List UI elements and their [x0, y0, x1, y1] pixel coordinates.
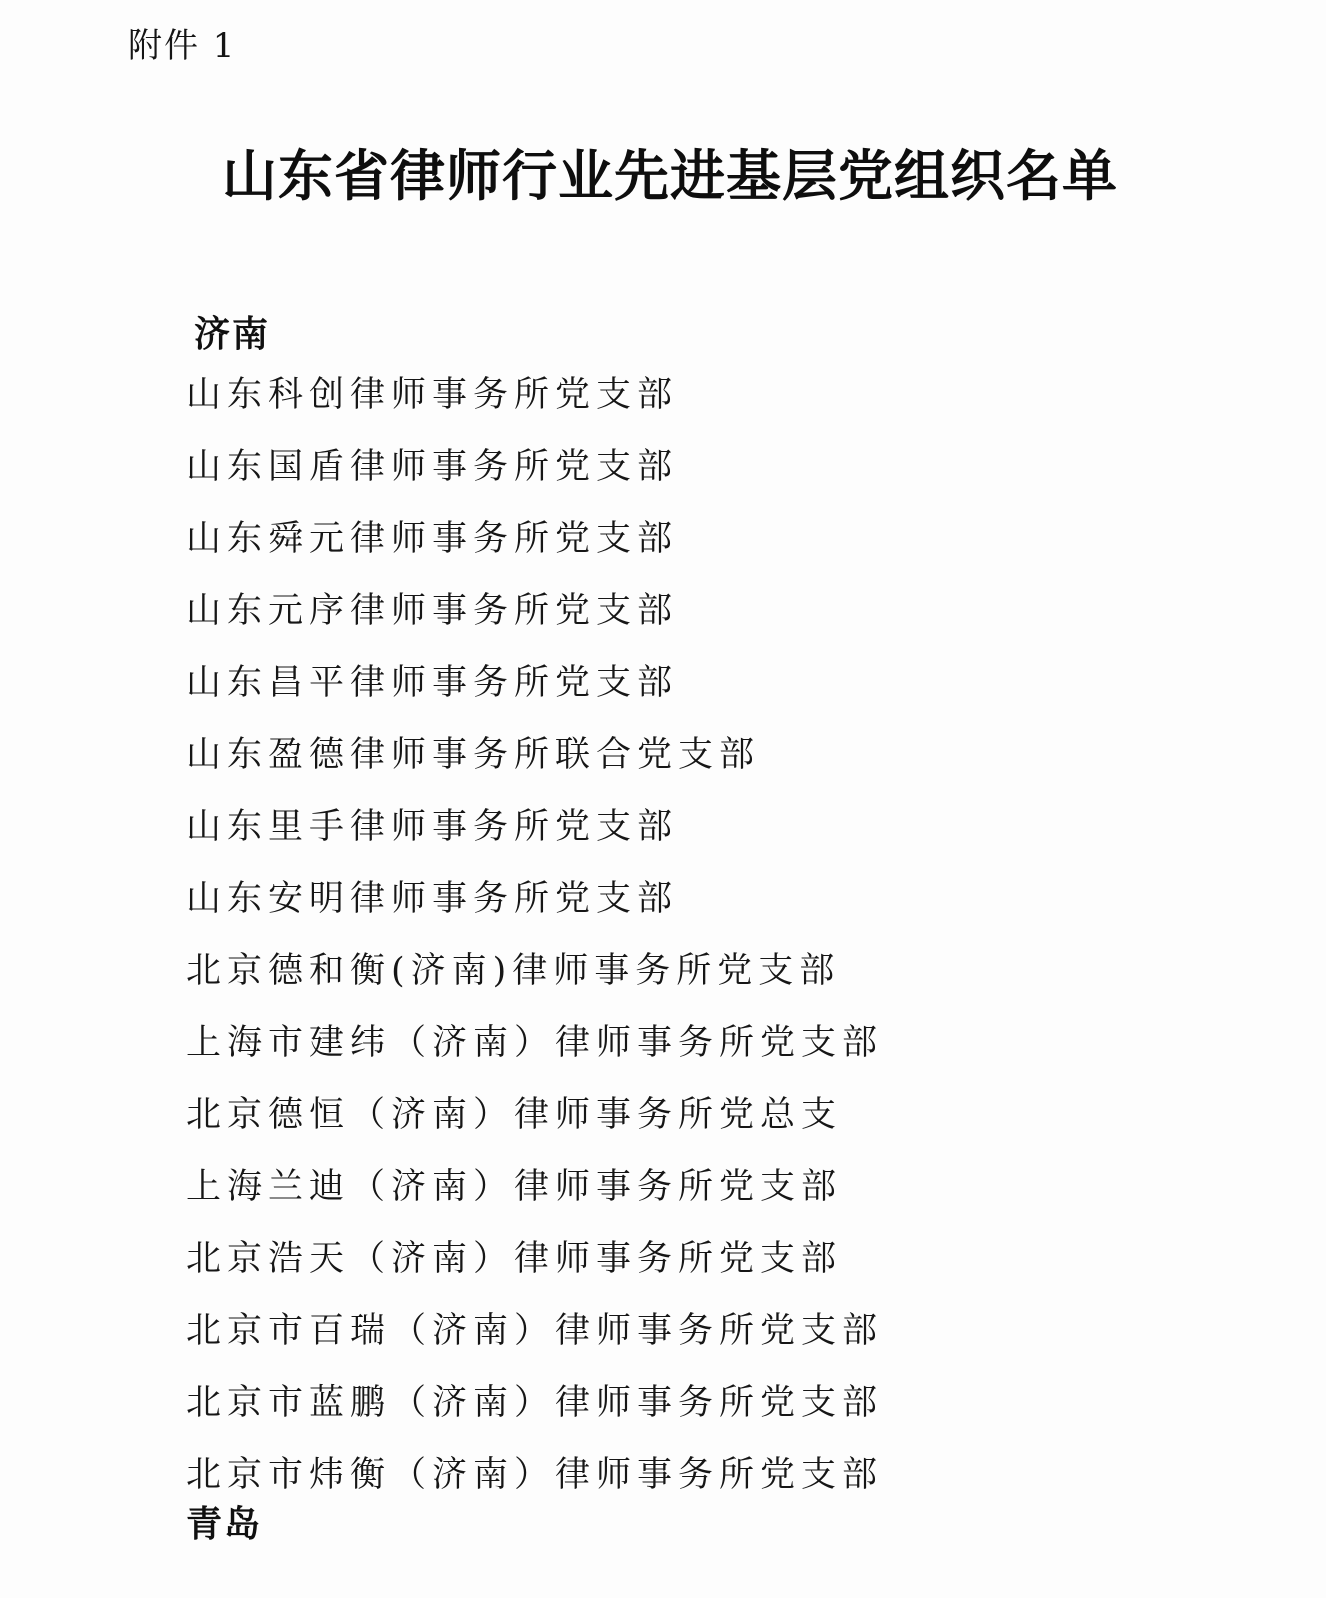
organization-item: 山东盈德律师事务所联合党支部 — [186, 735, 761, 775]
attachment-label: 附件 1 — [128, 26, 237, 66]
organization-item: 山东安明律师事务所党支部 — [186, 879, 679, 919]
organization-item: 北京德恒（济南）律师事务所党总支 — [186, 1095, 843, 1135]
organization-item: 山东国盾律师事务所党支部 — [186, 447, 679, 487]
organization-item: 上海兰迪（济南）律师事务所党支部 — [186, 1167, 843, 1207]
organization-item: 北京浩天（济南）律师事务所党支部 — [186, 1239, 843, 1279]
organization-item: 山东元序律师事务所党支部 — [186, 591, 679, 631]
region-heading-qingdao: 青岛 — [186, 1504, 263, 1545]
organization-item: 北京市蓝鹏（济南）律师事务所党支部 — [186, 1383, 884, 1423]
organization-item: 山东科创律师事务所党支部 — [186, 375, 679, 415]
organization-item: 山东舜元律师事务所党支部 — [186, 519, 679, 559]
region-heading-jinan: 济南 — [194, 314, 271, 355]
organization-item: 北京市百瑞（济南）律师事务所党支部 — [186, 1311, 884, 1351]
organization-item: 山东昌平律师事务所党支部 — [186, 663, 679, 703]
organization-item: 北京市炜衡（济南）律师事务所党支部 — [186, 1455, 884, 1495]
document-title: 山东省律师行业先进基层党组织名单 — [222, 143, 1119, 208]
organization-item: 上海市建纬（济南）律师事务所党支部 — [186, 1023, 884, 1063]
organization-item: 北京德和衡(济南)律师事务所党支部 — [186, 951, 841, 991]
organization-list-jinan — [186, 370, 883, 1522]
organization-item: 山东里手律师事务所党支部 — [186, 807, 679, 847]
